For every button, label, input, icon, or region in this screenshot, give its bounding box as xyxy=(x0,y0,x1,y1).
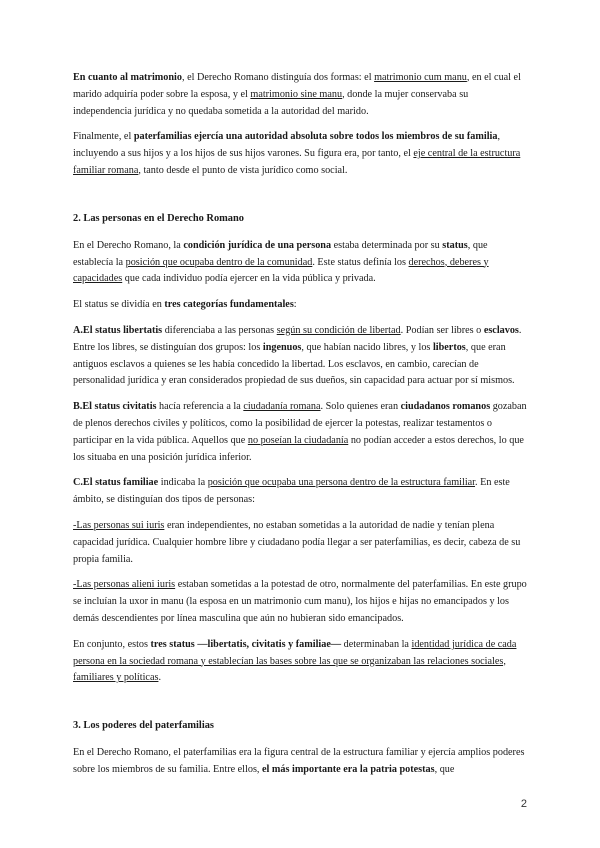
bold-text: el más importante era la patria potestas xyxy=(262,763,435,775)
bold-text: 3. Los poderes del paterfamilias xyxy=(73,720,214,732)
text-run: no podían acceder a estos derechos, lo que los situaba en una posición jurídica inferior. xyxy=(73,434,524,463)
text-run: gozaban de plenos derechos civiles y políticos, como la posibilidad de ejercer la potestas, realizar testamentos o participar en la vida pública. Aquellos que xyxy=(73,401,527,446)
text-run: . xyxy=(158,672,161,684)
bold-text: condición jurídica de una persona xyxy=(183,239,332,251)
text-run: , tanto desde el punto de vista jurídico como social. xyxy=(138,164,348,176)
text-run: , que eran antiguos esclavos a quienes se les había concedido la libertad. Los esclavos, en cambio, carecían de personalidad jurídica y eran considerados propiedad de sus dueños, sin capacidad para actuar por sí mismos. xyxy=(73,341,515,387)
text-run: , incluyendo a sus hijos y a los hijos de sus hijos varones. Su figura era, por tanto, el xyxy=(73,131,501,160)
paragraph xyxy=(73,577,528,627)
section-heading xyxy=(73,211,528,227)
section-spacer xyxy=(73,696,528,718)
text-run: hacía referencia a la xyxy=(156,401,244,413)
section-spacer xyxy=(73,189,528,211)
bold-text: paterfamilias ejercía una autoridad absoluta sobre todos los miembros de su familia xyxy=(133,131,498,143)
text-run: . Entre los libres, se distinguían dos grupos: los xyxy=(73,324,522,353)
bold-text: 2. Las personas en el Derecho Romano xyxy=(73,212,244,224)
bold-text: C.El status familiae xyxy=(73,477,159,489)
underlined-text: no poseían la ciudadanía xyxy=(247,434,349,446)
underlined-text: derechos, deberes y capacidades xyxy=(73,256,489,285)
paragraph xyxy=(73,399,528,466)
paragraph xyxy=(73,297,528,314)
document-body xyxy=(73,70,528,788)
underlined-text: según su condición de libertad xyxy=(276,324,401,336)
paragraph xyxy=(73,637,528,687)
text-run: indicaba la xyxy=(158,477,208,489)
bold-text: ingenuos xyxy=(262,341,302,353)
underlined-text: eje central de la estructura familiar romana xyxy=(73,148,521,176)
text-run: En el Derecho Romano, la xyxy=(73,239,184,251)
bold-text: status xyxy=(442,239,468,251)
text-run: , que habían nacido libres, y los xyxy=(301,341,433,353)
text-run: , que xyxy=(434,763,455,775)
text-run: : xyxy=(293,299,297,311)
text-run: . Podían ser libres o xyxy=(400,324,484,336)
paragraph xyxy=(73,70,528,120)
text-run: , donde la mujer conservaba su independencia jurídica y no quedaba sometida a la autoridad del marido. xyxy=(73,88,469,117)
underlined-text: ciudadanía romana xyxy=(243,401,321,413)
bold-text: tres categorías fundamentales xyxy=(164,299,294,311)
text-run: , el Derecho Romano distinguía dos formas: el xyxy=(181,72,375,83)
text-run: . Solo quienes eran xyxy=(320,401,401,413)
underlined-text: identidad jurídica de cada persona en la sociedad romana y establecían las bases sobre las que se organizaban las relaciones sociales, familiares y políticas xyxy=(73,638,517,684)
text-run: . Este status definía los xyxy=(312,256,409,268)
paragraph xyxy=(73,323,528,390)
text-run: estaba determinada por su xyxy=(331,239,443,251)
text-run: diferenciaba a las personas xyxy=(162,324,277,336)
text-run: determinaban la xyxy=(341,638,412,650)
bold-text: En cuanto al matrimonio xyxy=(73,72,182,83)
bold-text: ciudadanos romanos xyxy=(400,401,491,413)
bold-text: tres status —libertatis, civitatis y familiae— xyxy=(150,638,342,650)
underlined-text: -Las personas alieni iuris xyxy=(73,579,176,591)
underlined-text: posición que ocupaba dentro de la comunidad xyxy=(125,256,313,268)
text-run: , en el cual el marido adquiría poder sobre la esposa, y el xyxy=(73,72,521,100)
text-run: estaban sometidas a la potestad de otro, normalmente del paterfamilias. En este grupo se incluían la uxor in manu (la esposa en un matrimonio cum manu), los hijos e hijas no emancipados y los demás descendientes por línea masculina que aún no hubieran sido emancipados. xyxy=(73,579,527,624)
paragraph xyxy=(73,129,528,179)
underlined-text: matrimonio sine manu xyxy=(250,88,343,100)
text-run: Finalmente, el xyxy=(73,131,134,143)
paragraph xyxy=(73,518,528,568)
text-run: . En este ámbito, se distinguían dos tipos de personas: xyxy=(73,477,510,506)
bold-text: esclavos xyxy=(483,324,519,336)
bold-text: libertos xyxy=(432,341,466,353)
paragraph xyxy=(73,475,528,509)
text-run: En el Derecho Romano, el paterfamilias era la figura central de la estructura familiar y ejercía amplios poderes sobre los miembros de su familia. Entre ellos, xyxy=(73,747,525,775)
underlined-text: -Las personas sui iuris xyxy=(73,519,165,531)
text-run: En conjunto, estos xyxy=(73,638,151,650)
page-number: 2 xyxy=(520,798,527,810)
paragraph xyxy=(73,238,528,288)
underlined-text: posición que ocupaba una persona dentro de la estructura familiar xyxy=(207,477,476,489)
text-run: , que establecía la xyxy=(73,239,488,268)
bold-text: A.El status libertatis xyxy=(73,324,163,336)
section-heading xyxy=(73,718,528,734)
paragraph xyxy=(73,745,528,779)
text-run: eran independientes, no estaban sometidas a la autoridad de nadie y tenían plena capacidad jurídica. Cualquier hombre libre y ciudadano podía llegar a ser paterfamilias, es decir, cabeza de su propia familia. xyxy=(73,519,521,565)
text-run: que cada individuo podía ejercer en la vida pública y privada. xyxy=(122,273,376,285)
underlined-text: matrimonio cum manu xyxy=(374,72,467,83)
bold-text: B.El status civitatis xyxy=(73,401,157,413)
text-run: El status se dividía en xyxy=(73,299,165,311)
